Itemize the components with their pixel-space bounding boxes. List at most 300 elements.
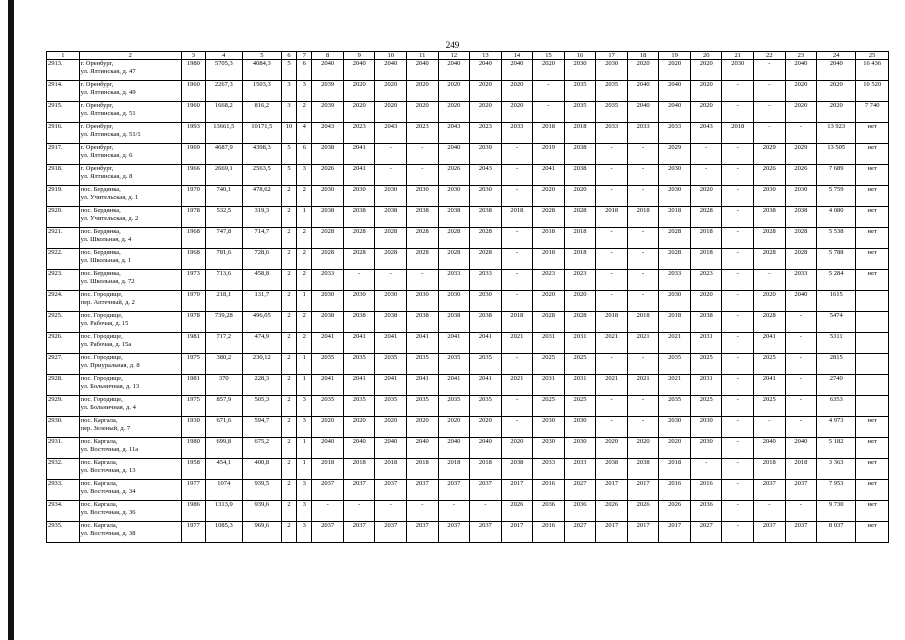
- row-number: 2913.: [47, 60, 80, 81]
- table-cell: 2028: [785, 249, 817, 270]
- table-cell: 3: [297, 396, 312, 417]
- table-cell: 3: [297, 501, 312, 522]
- table-cell: 2041: [407, 333, 439, 354]
- table-cell: 2018: [533, 123, 565, 144]
- table-cell: -: [722, 228, 754, 249]
- table-cell: 2020: [470, 102, 502, 123]
- address-cell: [79, 291, 181, 312]
- table-cell: 9 730: [817, 501, 856, 522]
- table-cell: 2026: [596, 501, 628, 522]
- table-cell: нет: [856, 123, 889, 144]
- address-cell: [79, 207, 181, 228]
- table-cell: 3: [297, 480, 312, 501]
- table-cell: 2028: [375, 228, 407, 249]
- table-cell: 2033: [564, 459, 596, 480]
- table-cell: -: [501, 291, 533, 312]
- table-cell: 2018: [343, 459, 375, 480]
- table-cell: 1: [297, 459, 312, 480]
- table-cell: 400,8: [242, 459, 281, 480]
- table-cell: -: [722, 102, 754, 123]
- table-cell: 2041: [438, 333, 470, 354]
- table-cell: 1503,3: [242, 81, 281, 102]
- table-cell: 2035: [564, 81, 596, 102]
- column-number-5: 5: [242, 52, 281, 60]
- table-cell: 2030: [438, 291, 470, 312]
- table-cell: [856, 312, 889, 333]
- table-cell: 2041: [375, 333, 407, 354]
- table-cell: -: [501, 249, 533, 270]
- table-cell: 2026: [754, 165, 786, 186]
- table-cell: нет: [856, 501, 889, 522]
- column-number-21: 21: [722, 52, 754, 60]
- table-cell: 2020: [343, 102, 375, 123]
- table-cell: 2041: [343, 333, 375, 354]
- table-cell: 2040: [785, 438, 817, 459]
- table-cell: 2023: [407, 123, 439, 144]
- table-cell: 2038: [375, 207, 407, 228]
- table-cell: 2040: [470, 60, 502, 81]
- column-number-12: 12: [438, 52, 470, 60]
- table-cell: 2020: [533, 186, 565, 207]
- table-cell: -: [785, 354, 817, 375]
- table-cell: 2: [281, 186, 296, 207]
- table-cell: -: [407, 501, 439, 522]
- table-cell: -: [722, 312, 754, 333]
- table-cell: 2018: [312, 459, 344, 480]
- table-cell: нет: [856, 144, 889, 165]
- table-cell: -: [785, 123, 817, 144]
- table-cell: 2030: [564, 60, 596, 81]
- table-cell: 2026: [312, 165, 344, 186]
- table-cell: 6: [297, 60, 312, 81]
- address-locality: пос. Каргала,: [80, 417, 118, 424]
- table-cell: 2031: [533, 375, 565, 396]
- table-cell: 2040: [817, 60, 856, 81]
- table-cell: 2: [281, 480, 296, 501]
- binding-edge: [8, 0, 14, 640]
- table-cell: 2: [281, 312, 296, 333]
- table-cell: 4687,9: [205, 144, 242, 165]
- row-number: 2923.: [47, 270, 80, 291]
- table-cell: 2037: [785, 522, 817, 543]
- table-row: [47, 333, 889, 354]
- address-street: ул. Школьная, д. 4: [80, 236, 132, 243]
- address-locality: пос. Бердянка,: [80, 228, 121, 235]
- address-cell: [79, 333, 181, 354]
- table-cell: -: [722, 417, 754, 438]
- table-cell: 2028: [533, 207, 565, 228]
- row-number: 2915.: [47, 102, 80, 123]
- table-cell: 2016: [690, 480, 722, 501]
- table-row: [47, 144, 889, 165]
- table-cell: -: [627, 228, 659, 249]
- table-cell: 2: [297, 270, 312, 291]
- table-cell: 816,2: [242, 102, 281, 123]
- table-cell: 10171,5: [242, 123, 281, 144]
- table-cell: 1: [297, 291, 312, 312]
- address-street: пер. Аптечный, д. 2: [80, 299, 135, 306]
- table-cell: 2030: [407, 291, 439, 312]
- table-cell: -: [596, 165, 628, 186]
- table-cell: 2037: [438, 522, 470, 543]
- table-cell: 2025: [690, 396, 722, 417]
- address-cell: [79, 522, 181, 543]
- table-cell: 2: [281, 438, 296, 459]
- table-cell: 2018: [470, 459, 502, 480]
- table-cell: 2018: [533, 249, 565, 270]
- table-cell: 1978: [181, 207, 205, 228]
- address-cell: [79, 123, 181, 144]
- table-cell: 2040: [407, 60, 439, 81]
- table-cell: 2020: [375, 417, 407, 438]
- table-cell: 2020: [375, 81, 407, 102]
- table-cell: 2019: [533, 144, 565, 165]
- table-cell: 2018: [659, 312, 691, 333]
- table-row: [47, 522, 889, 543]
- table-cell: -: [754, 501, 786, 522]
- table-cell: 2018: [375, 459, 407, 480]
- table-cell: -: [722, 333, 754, 354]
- table-cell: 2020: [470, 81, 502, 102]
- table-cell: 1986: [181, 501, 205, 522]
- table-cell: 2040: [501, 60, 533, 81]
- table-cell: 2023: [690, 270, 722, 291]
- table-cell: 319,3: [242, 207, 281, 228]
- table-cell: нет: [856, 165, 889, 186]
- table-cell: 5705,3: [205, 60, 242, 81]
- table-cell: 2: [281, 375, 296, 396]
- table-cell: 1960: [181, 81, 205, 102]
- table-cell: 2035: [312, 396, 344, 417]
- table-cell: 2016: [533, 480, 565, 501]
- table-cell: 2267,3: [205, 81, 242, 102]
- table-cell: 2035: [343, 354, 375, 375]
- row-number: 2919.: [47, 186, 80, 207]
- table-cell: 2: [297, 333, 312, 354]
- address-cell: [79, 228, 181, 249]
- table-cell: -: [407, 165, 439, 186]
- table-cell: -: [722, 354, 754, 375]
- row-number: 2927.: [47, 354, 80, 375]
- table-cell: 2037: [470, 522, 502, 543]
- table-cell: 1968: [181, 249, 205, 270]
- table-cell: -: [596, 144, 628, 165]
- table-cell: -: [596, 291, 628, 312]
- table-cell: 2037: [438, 480, 470, 501]
- table-cell: 2035: [470, 396, 502, 417]
- table-row: [47, 417, 889, 438]
- table-cell: 2041: [312, 375, 344, 396]
- table-cell: 2041: [343, 375, 375, 396]
- table-cell: 2038: [375, 312, 407, 333]
- table-cell: 2017: [501, 480, 533, 501]
- table-cell: 2028: [564, 207, 596, 228]
- table-cell: 1968: [181, 228, 205, 249]
- table-cell: 2038: [407, 207, 439, 228]
- table-cell: 1966: [181, 165, 205, 186]
- table-cell: 3 363: [817, 459, 856, 480]
- table-cell: 1977: [181, 522, 205, 543]
- table-row: [47, 123, 889, 144]
- table-cell: 2041: [533, 165, 565, 186]
- table-cell: 2026: [438, 165, 470, 186]
- table-cell: 2028: [407, 249, 439, 270]
- table-cell: -: [690, 165, 722, 186]
- table-cell: 5: [281, 60, 296, 81]
- table-cell: 380,2: [205, 354, 242, 375]
- table-cell: 1615: [817, 291, 856, 312]
- table-cell: 2028: [659, 228, 691, 249]
- table-cell: 2018: [754, 459, 786, 480]
- table-cell: 2020: [659, 438, 691, 459]
- table-cell: 2038: [501, 459, 533, 480]
- table-row: [47, 102, 889, 123]
- table-cell: 2040: [407, 438, 439, 459]
- row-number: 2922.: [47, 249, 80, 270]
- table-cell: 2018: [438, 459, 470, 480]
- table-row: [47, 480, 889, 501]
- table-cell: 2030: [533, 417, 565, 438]
- table-cell: 2020: [564, 291, 596, 312]
- table-cell: 1993: [181, 123, 205, 144]
- table-cell: 2038: [438, 312, 470, 333]
- table-cell: 2020: [690, 291, 722, 312]
- table-cell: 740,1: [205, 186, 242, 207]
- table-cell: -: [754, 123, 786, 144]
- table-cell: 2031: [533, 333, 565, 354]
- table-cell: 7 689: [817, 165, 856, 186]
- table-cell: 2030: [690, 417, 722, 438]
- table-cell: 2030: [754, 186, 786, 207]
- table-cell: 2016: [533, 522, 565, 543]
- column-number-14: 14: [501, 52, 533, 60]
- table-cell: -: [596, 270, 628, 291]
- table-cell: 5 759: [817, 186, 856, 207]
- table-cell: 2025: [533, 354, 565, 375]
- table-cell: 454,1: [205, 459, 242, 480]
- address-street: ул. Рабочая, д. 15а: [80, 341, 132, 348]
- column-number-header: [47, 52, 889, 60]
- address-locality: г. Оренбург,: [80, 60, 114, 67]
- table-cell: 2038: [312, 207, 344, 228]
- table-cell: 2030: [659, 291, 691, 312]
- header-row: [47, 52, 889, 60]
- table-cell: 2020: [407, 417, 439, 438]
- table-cell: -: [501, 417, 533, 438]
- table-cell: 2028: [690, 207, 722, 228]
- table-cell: 2: [281, 270, 296, 291]
- table-row: [47, 459, 889, 480]
- table-cell: 2018: [627, 207, 659, 228]
- table-cell: 2028: [438, 249, 470, 270]
- table-cell: -: [722, 249, 754, 270]
- table-cell: 2018: [564, 228, 596, 249]
- table-cell: 2018: [596, 207, 628, 228]
- table-cell: 2035: [375, 396, 407, 417]
- table-cell: 2020: [785, 102, 817, 123]
- address-locality: пос. Каргала,: [80, 438, 118, 445]
- table-cell: 2018: [596, 312, 628, 333]
- address-cell: [79, 459, 181, 480]
- table-cell: 2017: [596, 522, 628, 543]
- column-number-20: 20: [690, 52, 722, 60]
- address-street: ул. Восточная, д. 13: [80, 467, 136, 474]
- table-cell: 2033: [596, 123, 628, 144]
- table-cell: 2020: [343, 81, 375, 102]
- table-cell: 2020: [690, 81, 722, 102]
- table-cell: 2020: [690, 60, 722, 81]
- table-cell: 2035: [659, 354, 691, 375]
- table-cell: 3: [281, 81, 296, 102]
- table-cell: 2036: [564, 501, 596, 522]
- table-cell: нет: [856, 186, 889, 207]
- table-cell: -: [627, 270, 659, 291]
- address-street: ул. Рабочая, д. 15: [80, 320, 129, 327]
- table-cell: -: [501, 228, 533, 249]
- table-cell: -: [722, 291, 754, 312]
- address-cell: [79, 186, 181, 207]
- table-cell: 2038: [470, 312, 502, 333]
- table-cell: -: [407, 144, 439, 165]
- table-cell: 2037: [407, 522, 439, 543]
- table-cell: 2041: [438, 375, 470, 396]
- table-cell: 2033: [627, 123, 659, 144]
- table-cell: 2035: [596, 81, 628, 102]
- table-cell: 2: [281, 522, 296, 543]
- table-cell: 2039: [312, 102, 344, 123]
- column-number-25: 25: [856, 52, 889, 60]
- table-cell: 2020: [596, 438, 628, 459]
- table-cell: 1973: [181, 270, 205, 291]
- table-cell: -: [312, 501, 344, 522]
- table-cell: 2038: [754, 207, 786, 228]
- table-row: [47, 354, 889, 375]
- table-cell: 2033: [438, 270, 470, 291]
- table-cell: 2037: [407, 480, 439, 501]
- table-cell: 699,8: [205, 438, 242, 459]
- table-cell: 2027: [564, 522, 596, 543]
- address-locality: пос. Бердянка,: [80, 207, 121, 214]
- table-cell: 1960: [181, 102, 205, 123]
- table-cell: 2018: [659, 207, 691, 228]
- table-cell: 2030: [564, 438, 596, 459]
- table-cell: -: [722, 396, 754, 417]
- table-cell: 5 538: [817, 228, 856, 249]
- table-cell: 1981: [181, 375, 205, 396]
- table-cell: -: [754, 417, 786, 438]
- table-cell: 2: [297, 249, 312, 270]
- table-cell: -: [785, 396, 817, 417]
- address-street: ул. Ялтинская, д. 51/1: [80, 131, 141, 138]
- table-cell: 2026: [659, 501, 691, 522]
- table-cell: -: [722, 165, 754, 186]
- table-cell: -: [343, 501, 375, 522]
- table-cell: 1085,3: [205, 522, 242, 543]
- table-cell: 2040: [470, 438, 502, 459]
- address-locality: пос. Городище,: [80, 396, 123, 403]
- table-cell: 2018: [722, 123, 754, 144]
- row-number: 2925.: [47, 312, 80, 333]
- table-cell: 1930: [181, 417, 205, 438]
- table-cell: -: [627, 144, 659, 165]
- table-cell: -: [375, 501, 407, 522]
- table-cell: 2020: [627, 438, 659, 459]
- table-cell: -: [501, 165, 533, 186]
- table-cell: 2020: [375, 102, 407, 123]
- table-cell: 2017: [501, 522, 533, 543]
- column-number-4: 4: [205, 52, 242, 60]
- table-cell: 2020: [343, 417, 375, 438]
- table-cell: 4: [297, 123, 312, 144]
- table-cell: нет: [856, 417, 889, 438]
- table-cell: -: [785, 501, 817, 522]
- table-cell: 2037: [754, 522, 786, 543]
- table-cell: 2025: [754, 396, 786, 417]
- table-cell: -: [596, 186, 628, 207]
- table-cell: 2038: [785, 207, 817, 228]
- column-number-3: 3: [181, 52, 205, 60]
- table-cell: 2016: [659, 480, 691, 501]
- table-cell: 4 973: [817, 417, 856, 438]
- table-cell: 2036: [533, 501, 565, 522]
- address-street: ул. Ялтинская, д. 6: [80, 152, 133, 159]
- table-cell: 2: [297, 312, 312, 333]
- column-number-24: 24: [817, 52, 856, 60]
- table-cell: 2027: [690, 522, 722, 543]
- table-cell: [856, 396, 889, 417]
- table-cell: 2030: [312, 291, 344, 312]
- address-locality: пос. Бердянка,: [80, 249, 121, 256]
- table-cell: 2: [297, 186, 312, 207]
- table-cell: 2037: [754, 480, 786, 501]
- table-row: [47, 249, 889, 270]
- table-cell: -: [501, 144, 533, 165]
- table-cell: 474,9: [242, 333, 281, 354]
- table-cell: 2028: [343, 228, 375, 249]
- table-cell: 2040: [438, 144, 470, 165]
- table-cell: 2018: [690, 249, 722, 270]
- address-locality: г. Оренбург,: [80, 123, 114, 130]
- column-number-13: 13: [470, 52, 502, 60]
- table-cell: 2018: [533, 228, 565, 249]
- table-cell: нет: [856, 459, 889, 480]
- address-cell: [79, 165, 181, 186]
- table-cell: -: [722, 480, 754, 501]
- table-cell: 2038: [690, 312, 722, 333]
- address-street: ул. Ялтинская, д. 49: [80, 89, 136, 96]
- table-cell: 2033: [312, 270, 344, 291]
- table-cell: 2018: [659, 459, 691, 480]
- table-cell: -: [501, 354, 533, 375]
- address-street: ул. Школьная, д. 1: [80, 257, 132, 264]
- table-cell: 2041: [343, 144, 375, 165]
- table-cell: 228,3: [242, 375, 281, 396]
- table-cell: 717,2: [205, 333, 242, 354]
- table-cell: 2028: [470, 228, 502, 249]
- table-cell: 2041: [312, 333, 344, 354]
- table-row: [47, 81, 889, 102]
- table-row: [47, 501, 889, 522]
- table-cell: 2026: [627, 501, 659, 522]
- table-cell: -: [690, 144, 722, 165]
- table-cell: 2037: [312, 522, 344, 543]
- table-cell: 2030: [343, 186, 375, 207]
- address-cell: [79, 144, 181, 165]
- table-cell: нет: [856, 249, 889, 270]
- address-cell: [79, 270, 181, 291]
- table-cell: 2020: [533, 291, 565, 312]
- table-cell: 2: [281, 354, 296, 375]
